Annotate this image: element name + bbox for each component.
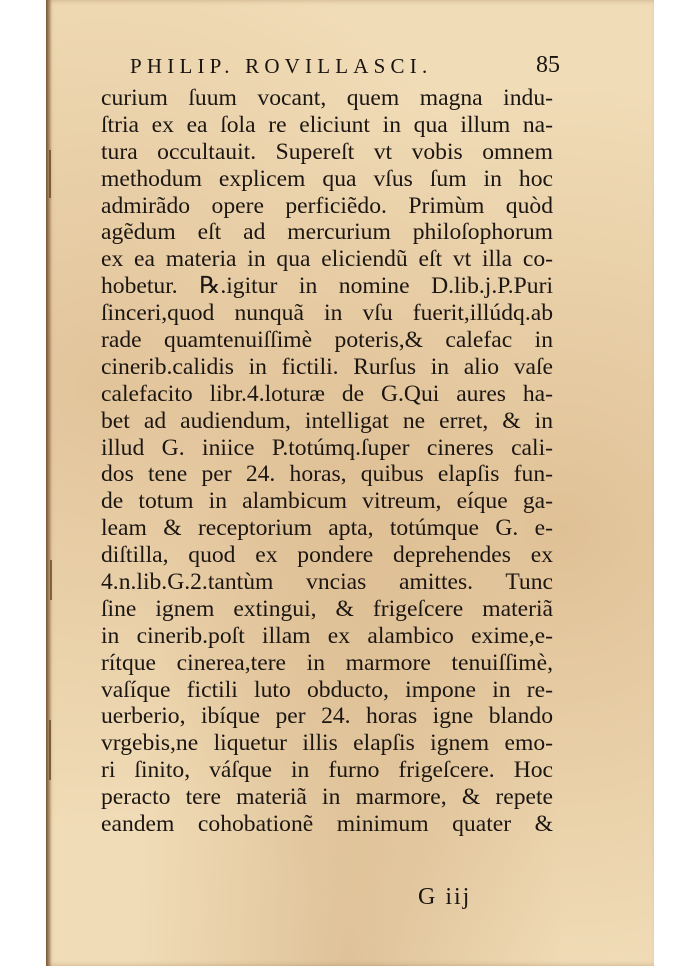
text-line: rítque cinerea,tere in marmore tenuiſſimè, [101, 649, 553, 676]
text-line: hobetur. ℞.igitur in nomine D.lib.j.P.Puri [101, 273, 553, 300]
text-line: dos tene per 24. horas, quibus elapſis fun- [101, 461, 553, 488]
text-line: eandem cohobationẽ minimum quater & [101, 811, 553, 838]
margin-mark [49, 720, 51, 780]
text-line: ex ea materia in qua eliciendũ eſt vt illa co- [101, 246, 553, 273]
text-line: peracto tere materiã in marmore, & repete [101, 784, 553, 811]
text-line: ſtria ex ea ſola re eliciunt in qua illum na- [101, 111, 553, 138]
text-line: calefacito libr.4.loturæ de G.Qui aures ha- [101, 380, 553, 407]
text-line: agẽdum eſt ad mercurium philoſophorum [101, 219, 553, 246]
text-line: in cinerib.poſt illam ex alambico exime,e- [101, 622, 553, 649]
text-line: illud G. iniice P.totúmq.ſuper cineres cali- [101, 434, 553, 461]
page-number: 85 [536, 52, 560, 78]
text-line: de totum in alambicum vitreum, eíque ga- [101, 488, 553, 515]
signature-mark: G iij [418, 884, 472, 910]
running-head-title: PHILIP. ROVILLASCI. [130, 54, 433, 78]
text-line: rade quamtenuiſſimè poteris,& calefac in [101, 327, 553, 354]
text-line: 4.n.lib.G.2.tantùm vncias amittes. Tunc [101, 569, 553, 596]
text-line: curium ſuum vocant, quem magna indu- [101, 85, 553, 111]
margin-mark [50, 560, 52, 600]
text-line: methodum explicem qua vſus ſum in hoc [101, 165, 553, 192]
text-line: vrgebis,ne liquetur illis elapſis ignem emo- [101, 730, 553, 757]
text-line: cinerib.calidis in fictili. Rurſus in alio vaſe [101, 353, 553, 380]
text-line: tura occultauit. Supereſt vt vobis omnem [101, 138, 553, 165]
text-line: vaſíque fictili luto obducto, impone in re- [101, 676, 553, 703]
text-line: admirãdo opere perficiẽdo. Primùm quòd [101, 192, 553, 219]
text-line: leam & receptorium apta, totúmque G. e- [101, 515, 553, 542]
running-head [130, 52, 560, 82]
body-text [101, 85, 553, 838]
text-line: ſinceri,quod nunquã in vſu fuerit,illúdq.ab [101, 300, 553, 327]
text-line: bet ad audiendum, intelligat ne erret, & in [101, 407, 553, 434]
text-line: ſine ignem extingui, & frigeſcere materiã [101, 595, 553, 622]
margin-mark [49, 150, 51, 198]
page-gutter-shadow [46, 0, 52, 966]
text-line: diſtilla, quod ex pondere deprehendes ex [101, 542, 553, 569]
text-line: ri ſinito, váſque in furno frigeſcere. Hoc [101, 757, 553, 784]
text-line: uerberio, ibíque per 24. horas igne blando [101, 703, 553, 730]
